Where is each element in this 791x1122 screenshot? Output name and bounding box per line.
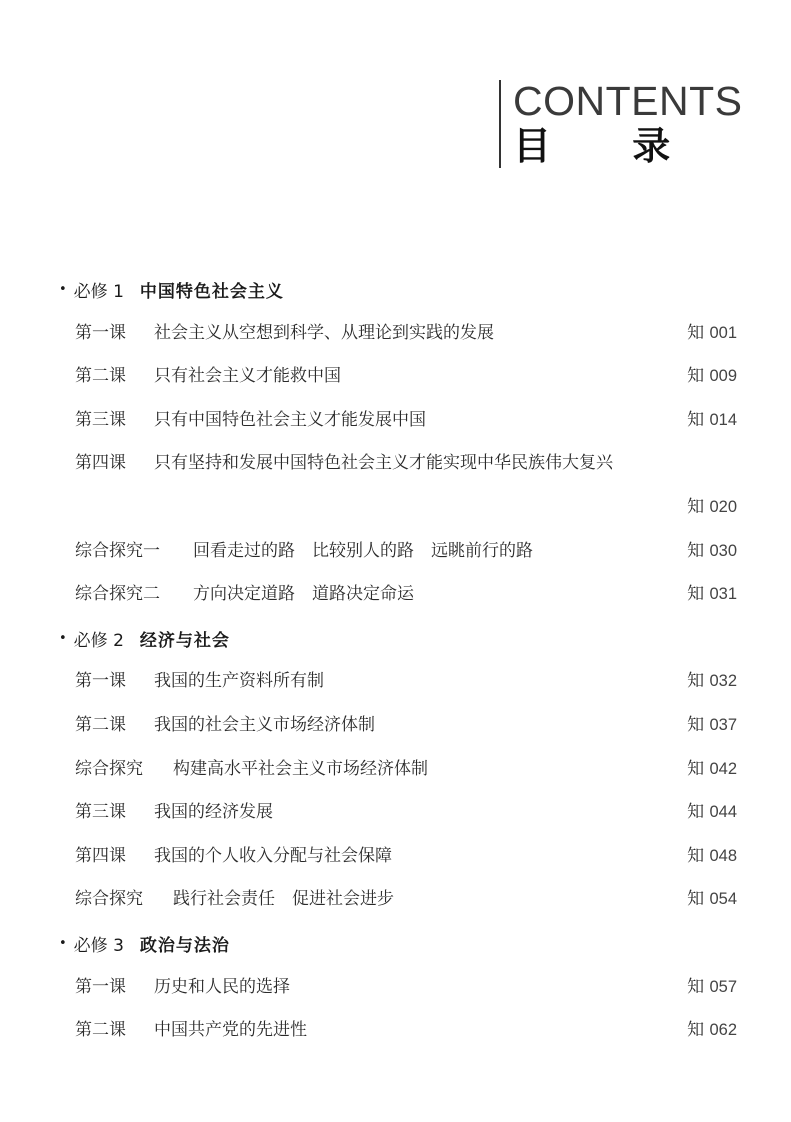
module-heading-1 [0, 268, 791, 312]
page-number: 037 [709, 715, 737, 734]
module-label: 必修 1 [73, 282, 124, 303]
lesson-label: 综合探究 [75, 758, 143, 779]
toc-entry[interactable] [0, 399, 791, 443]
contents-title-en: CONTENTS [513, 78, 743, 124]
toc-entry[interactable] [0, 878, 791, 922]
toc-entry[interactable] [0, 1009, 791, 1053]
lesson-label: 综合探究 [75, 889, 143, 910]
page-ref [687, 748, 737, 792]
lesson-label: 第一课 [75, 976, 126, 997]
toc-entry[interactable] [0, 966, 791, 1010]
page-ref [687, 660, 737, 704]
table-of-contents [0, 268, 791, 1053]
lesson-label: 第三课 [75, 802, 126, 823]
page-prefix: 知 [687, 366, 705, 387]
page-prefix: 知 [687, 1020, 705, 1041]
page-prefix: 知 [687, 409, 705, 430]
lesson-title: 回看走过的路 比较别人的路 远眺前行的路 [193, 540, 533, 561]
page-prefix: 知 [687, 540, 705, 561]
lesson-title: 构建高水平社会主义市场经济体制 [173, 758, 428, 779]
lesson-label: 第四课 [75, 845, 126, 866]
toc-entry[interactable] [0, 835, 791, 879]
page-number: 020 [709, 497, 737, 516]
page-ref [687, 530, 737, 574]
page-prefix: 知 [687, 802, 705, 823]
lesson-title: 只有坚持和发展中国特色社会主义才能实现中华民族伟大复兴 [154, 453, 613, 474]
bullet-icon: • [59, 282, 67, 298]
toc-entry[interactable] [0, 573, 791, 617]
module-label: 必修 3 [73, 936, 124, 957]
lesson-title: 我国的经济发展 [154, 802, 273, 823]
toc-entry-continuation[interactable] [0, 486, 791, 530]
lesson-title: 方向决定道路 道路决定命运 [193, 584, 414, 605]
lesson-title: 只有社会主义才能救中国 [154, 366, 341, 387]
lesson-label: 第二课 [75, 366, 126, 387]
page-ref [687, 704, 737, 748]
toc-entry[interactable] [0, 312, 791, 356]
lesson-title: 我国的个人收入分配与社会保障 [154, 845, 392, 866]
lesson-label: 第三课 [75, 409, 126, 430]
bullet-icon: • [59, 631, 67, 647]
page-ref [687, 835, 737, 879]
page-ref [687, 1009, 737, 1053]
page-ref [687, 486, 737, 530]
lesson-label: 第一课 [75, 671, 126, 692]
module-title: 经济与社会 [139, 631, 230, 652]
module-title: 中国特色社会主义 [139, 282, 284, 303]
lesson-title: 历史和人民的选择 [154, 976, 290, 997]
contents-title-cn: 目 录 [513, 124, 705, 168]
page-number: 048 [709, 846, 737, 865]
page-prefix: 知 [687, 322, 705, 343]
page-ref [687, 399, 737, 443]
module-title: 政治与法治 [139, 936, 230, 957]
page-ref [687, 966, 737, 1010]
module-heading-2 [0, 617, 791, 661]
page-number: 009 [709, 367, 737, 386]
page-prefix: 知 [687, 714, 705, 735]
page-prefix: 知 [687, 671, 705, 692]
toc-entry[interactable] [0, 530, 791, 574]
page-ref [687, 312, 737, 356]
page-prefix: 知 [687, 976, 705, 997]
page-number: 030 [709, 541, 737, 560]
lesson-title: 中国共产党的先进性 [154, 1020, 307, 1041]
lesson-title: 我国的社会主义市场经济体制 [154, 714, 375, 735]
page-ref [687, 791, 737, 835]
toc-entry[interactable] [0, 355, 791, 399]
contents-header [499, 80, 743, 168]
toc-entry[interactable] [0, 660, 791, 704]
page-prefix: 知 [687, 496, 705, 517]
bullet-icon: • [59, 936, 67, 952]
page-prefix: 知 [687, 845, 705, 866]
page-number: 014 [709, 410, 737, 429]
page-number: 001 [709, 323, 737, 342]
lesson-label: 综合探究二 [75, 584, 160, 605]
module-label: 必修 2 [73, 631, 124, 652]
page-number: 062 [709, 1021, 737, 1040]
page-number: 054 [709, 890, 737, 909]
page-prefix: 知 [687, 889, 705, 910]
lesson-label: 第四课 [75, 453, 126, 474]
page-number: 044 [709, 803, 737, 822]
page-ref [687, 573, 737, 617]
lesson-label: 综合探究一 [75, 540, 160, 561]
toc-entry[interactable] [0, 442, 791, 486]
lesson-title: 只有中国特色社会主义才能发展中国 [154, 409, 426, 430]
page-prefix: 知 [687, 584, 705, 605]
module-heading-3 [0, 922, 791, 966]
page-number: 032 [709, 672, 737, 691]
toc-entry[interactable] [0, 748, 791, 792]
toc-entry[interactable] [0, 791, 791, 835]
lesson-label: 第二课 [75, 1020, 126, 1041]
page-ref [687, 355, 737, 399]
page-number: 042 [709, 759, 737, 778]
lesson-title: 社会主义从空想到科学、从理论到实践的发展 [154, 322, 494, 343]
toc-entry[interactable] [0, 704, 791, 748]
lesson-label: 第一课 [75, 322, 126, 343]
page-number: 031 [709, 585, 737, 604]
lesson-title: 践行社会责任 促进社会进步 [173, 889, 394, 910]
page-ref [687, 878, 737, 922]
lesson-title: 我国的生产资料所有制 [154, 671, 324, 692]
lesson-label: 第二课 [75, 714, 126, 735]
page-number: 057 [709, 977, 737, 996]
page-prefix: 知 [687, 758, 705, 779]
